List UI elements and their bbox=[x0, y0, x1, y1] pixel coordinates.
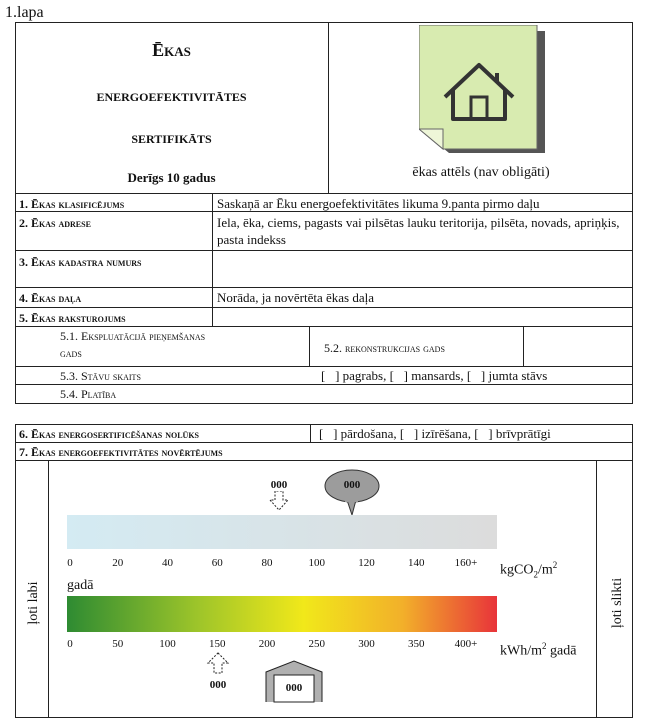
title-line-1: Ēkas bbox=[152, 40, 191, 60]
title-line-2: energoefektivitātes bbox=[96, 86, 247, 105]
energy-reference-marker bbox=[206, 652, 230, 691]
energy-unit-sup: 2 bbox=[542, 641, 547, 651]
cadastre-label: 3. Ēkas kadastra numurs bbox=[19, 255, 142, 269]
co2-reference-value: 000 bbox=[270, 479, 288, 491]
purpose-value: [ ] pārdošana, [ ] izīrēšana, [ ] brīvprātīgi bbox=[319, 426, 551, 441]
building-part-value: Norāda, ja novērtēta ēkas daļa bbox=[217, 290, 375, 305]
reconstruction-year-label: 5.2. rekonstrukcijas gads bbox=[324, 341, 445, 355]
commissioning-year-label: 5.1. Ekspluatācijā pieņemšanas gads bbox=[60, 329, 206, 360]
co2-scale-bar bbox=[67, 515, 497, 549]
energy-tick-label: 100 bbox=[159, 638, 176, 650]
arrow-up-icon bbox=[206, 652, 230, 674]
address-label: 2. Ēkas adrese bbox=[19, 216, 91, 230]
energy-unit-label bbox=[500, 641, 576, 660]
co2-tick-label: 20 bbox=[112, 557, 124, 569]
co2-tick-label: 0 bbox=[67, 557, 73, 569]
energy-scale-bar bbox=[67, 596, 497, 632]
co2-unit-mid: /m bbox=[537, 562, 553, 578]
building-part-label: 4. Ēkas daļa bbox=[19, 291, 82, 305]
arrow-down-icon bbox=[268, 491, 290, 511]
energy-tick-label: 250 bbox=[308, 638, 325, 650]
co2-tick-label: 60 bbox=[211, 557, 223, 569]
floors-label: 5.3. Stāvu skaits bbox=[60, 369, 141, 383]
co2-tick-label: 100 bbox=[308, 557, 325, 569]
co2-reference-marker bbox=[268, 479, 290, 516]
co2-tick-label: 140 bbox=[408, 557, 425, 569]
title-line-3: sertifikāts bbox=[131, 128, 212, 147]
energy-building-value: 000 bbox=[285, 682, 303, 694]
energy-building-marker bbox=[263, 658, 325, 704]
co2-building-value: 000 bbox=[343, 479, 361, 491]
building-icon bbox=[263, 658, 325, 704]
classification-value: Saskaņā ar Ēku energoefektivitātes likuma 9.panta pirmo daļu bbox=[217, 196, 540, 211]
co2-tick-label: 120 bbox=[358, 557, 375, 569]
co2-unit-sub: 2 bbox=[533, 569, 538, 580]
energy-tick-label: 350 bbox=[408, 638, 425, 650]
address-value: Iela, ēka, ciems, pagasts vai pilsētas lauku teritorija, pilsēta, novads, apriņķis, pasta indekss bbox=[217, 215, 620, 247]
energy-tick-label: 50 bbox=[112, 638, 124, 650]
co2-tick-label: 40 bbox=[162, 557, 173, 569]
energy-tick-label: 150 bbox=[209, 638, 226, 650]
classification-label: 1. Ēkas klasificējums bbox=[19, 197, 125, 211]
energy-tick-label: 300 bbox=[358, 638, 375, 650]
energy-unit-main: kWh/m bbox=[500, 643, 542, 659]
energy-unit-tail: gadā bbox=[546, 643, 577, 659]
floors-value: [ ] pagrabs, [ ] mansards, [ ] jumta stāvs bbox=[321, 368, 548, 383]
co2-unit-label bbox=[500, 560, 557, 579]
co2-unit-main: kgCO bbox=[500, 562, 534, 578]
very-bad-label: ļoti slikti bbox=[610, 577, 625, 629]
energy-tick-label: 400+ bbox=[454, 638, 478, 650]
area-label: 5.4. Platība bbox=[60, 387, 117, 401]
co2-tick-label: 80 bbox=[261, 557, 273, 569]
page-label: 1.lapa bbox=[5, 4, 44, 21]
co2-tick-label: 160+ bbox=[454, 557, 478, 569]
co2-unit-tail: gadā bbox=[67, 578, 94, 593]
co2-unit-sup: 2 bbox=[552, 560, 558, 570]
certificate-title bbox=[15, 40, 328, 188]
co2-building-marker bbox=[323, 466, 383, 516]
building-image-placeholder bbox=[419, 25, 549, 165]
image-caption: ēkas attēls (nav obligāti) bbox=[412, 165, 550, 180]
energy-reference-value: 000 bbox=[209, 679, 227, 691]
purpose-label: 6. Ēkas energosertificēšanas nolūks bbox=[19, 427, 199, 441]
energy-tick-label: 0 bbox=[67, 638, 73, 650]
validity-text: Derīgs 10 gadus bbox=[127, 170, 216, 185]
rating-label: 7. Ēkas energoefektivitātes novērtējums bbox=[19, 445, 223, 459]
house-icon bbox=[419, 25, 549, 165]
characteristics-label: 5. Ēkas raksturojums bbox=[19, 311, 126, 325]
energy-tick-label: 200 bbox=[258, 638, 276, 650]
speech-bubble-icon bbox=[323, 466, 383, 516]
very-good-label: ļoti labi bbox=[26, 581, 41, 625]
